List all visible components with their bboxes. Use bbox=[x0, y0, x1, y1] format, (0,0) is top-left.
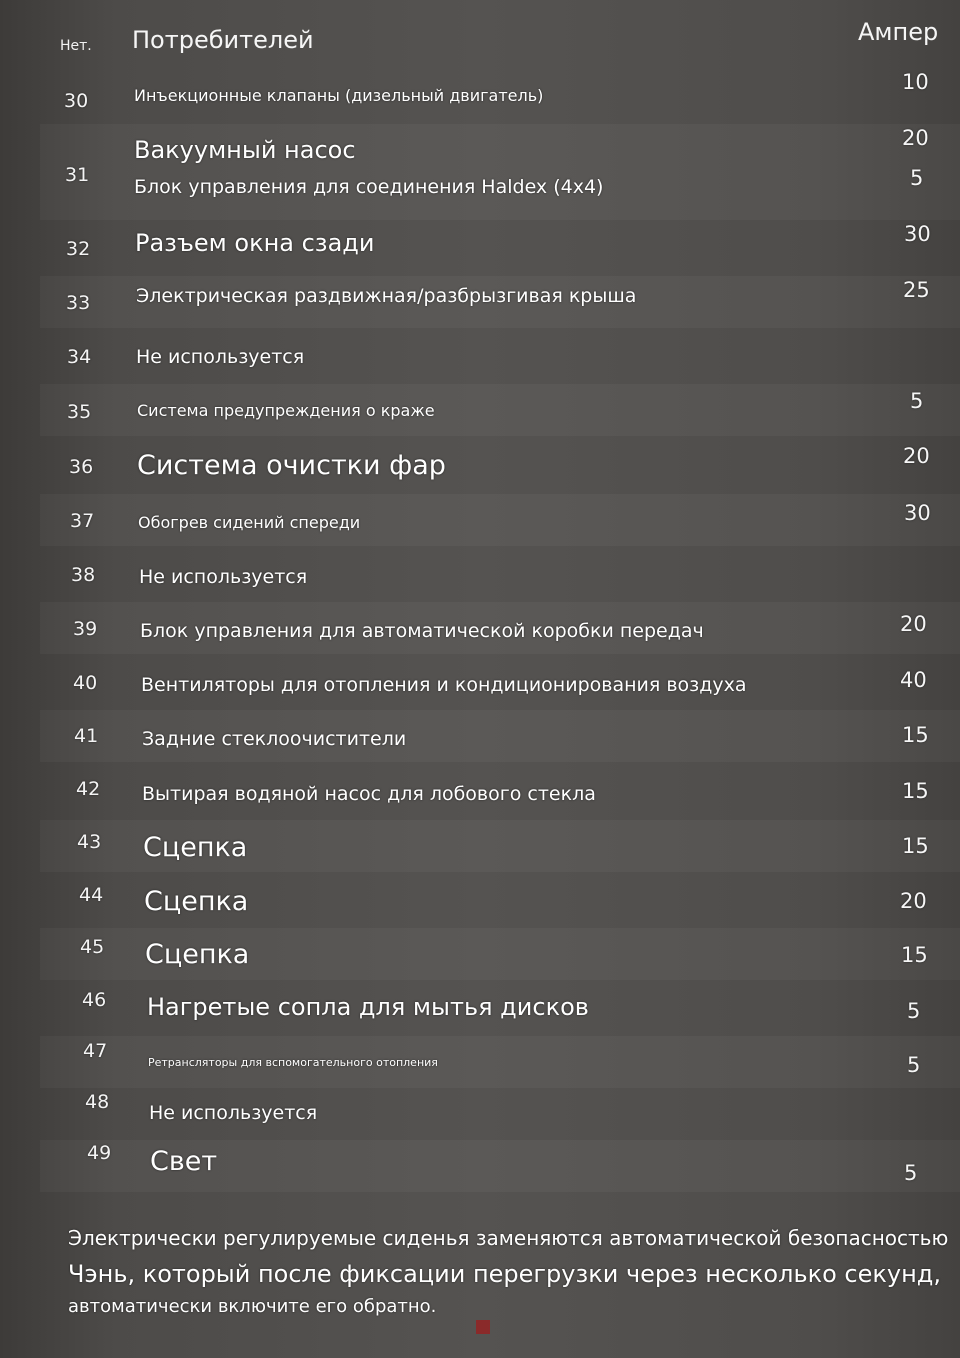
fuse-number: 49 bbox=[87, 1142, 112, 1164]
end-of-section-square-icon bbox=[476, 1320, 490, 1334]
footer-note-line-1: Электрически регулируемые сиденья заменяются автоматической безопасностью bbox=[68, 1226, 949, 1250]
fuse-number: 37 bbox=[70, 510, 95, 532]
amp-value: 40 bbox=[900, 668, 927, 692]
fuse-number: 32 bbox=[66, 238, 91, 260]
fuse-number: 33 bbox=[66, 292, 91, 314]
consumer-label: Вакуумный насос bbox=[134, 136, 356, 164]
amp-value: 10 bbox=[902, 70, 929, 94]
amp-value: 5 bbox=[910, 166, 924, 190]
fuse-number: 40 bbox=[73, 672, 98, 694]
consumer-label: Вентиляторы для отопления и кондиционирования воздуха bbox=[141, 674, 747, 696]
consumer-label: Обогрев сидений спереди bbox=[138, 513, 361, 532]
amp-value: 5 bbox=[910, 389, 924, 413]
fuse-number: 38 bbox=[71, 564, 96, 586]
amp-value: 20 bbox=[900, 612, 927, 636]
consumer-label: Система предупреждения о краже bbox=[137, 401, 435, 420]
amp-value: 20 bbox=[903, 444, 930, 468]
fuse-number: 39 bbox=[73, 618, 98, 640]
footer-note-line-3: автоматически включите его обратно. bbox=[68, 1296, 437, 1317]
consumer-label: Не используется bbox=[139, 566, 308, 588]
fuse-number: 31 bbox=[65, 164, 90, 186]
consumer-label: Система очистки фар bbox=[137, 450, 446, 481]
fuse-number: 30 bbox=[64, 90, 89, 112]
fuse-number: 43 bbox=[77, 831, 102, 853]
consumer-label: Не используется bbox=[149, 1102, 318, 1124]
consumer-label: Электрическая раздвижная/разбрызгивая крыша bbox=[136, 285, 637, 307]
amp-value: 5 bbox=[907, 1053, 921, 1077]
header-number-label: Нет. bbox=[60, 38, 92, 54]
consumer-label: Сцепка bbox=[145, 939, 250, 970]
amp-value: 5 bbox=[904, 1161, 918, 1185]
amp-value: 20 bbox=[902, 126, 929, 150]
consumer-label: Нагретые сопла для мытья дисков bbox=[147, 993, 589, 1021]
fuse-number: 48 bbox=[85, 1091, 110, 1113]
amp-value: 5 bbox=[907, 999, 921, 1023]
fuse-number: 44 bbox=[79, 884, 104, 906]
fuse-number: 34 bbox=[67, 346, 92, 368]
header-consumer-label: Потребителей bbox=[132, 26, 314, 54]
footer-note-line-2: Чэнь, который после фиксации перегрузки через несколько секунд, bbox=[68, 1260, 941, 1288]
consumer-label: Ретрансляторы для вспомогательного отопления bbox=[148, 1056, 438, 1069]
amp-value: 25 bbox=[903, 278, 930, 302]
amp-value: 15 bbox=[902, 834, 929, 858]
fuse-number: 42 bbox=[76, 778, 101, 800]
amp-value: 30 bbox=[904, 222, 931, 246]
consumer-label: Задние стеклоочистители bbox=[142, 728, 407, 750]
consumer-label: Блок управления для соединения Haldex (4x4) bbox=[134, 176, 604, 198]
fuse-number: 47 bbox=[83, 1040, 108, 1062]
consumer-label: Инъекционные клапаны (дизельный двигатель) bbox=[134, 86, 544, 105]
amp-value: 20 bbox=[900, 889, 927, 913]
consumer-label: Сцепка bbox=[144, 886, 249, 917]
consumer-label: Свет bbox=[150, 1146, 218, 1177]
fuse-number: 36 bbox=[69, 456, 94, 478]
amp-value: 15 bbox=[902, 723, 929, 747]
consumer-label: Не используется bbox=[136, 346, 305, 368]
fuse-number: 41 bbox=[74, 725, 99, 747]
consumer-label: Разъем окна сзади bbox=[135, 229, 375, 257]
amp-value: 15 bbox=[901, 943, 928, 967]
header-amp-label: Ампер bbox=[858, 18, 939, 46]
fuse-number: 35 bbox=[67, 401, 92, 423]
consumer-label: Блок управления для автоматической коробки передач bbox=[140, 620, 704, 642]
amp-value: 15 bbox=[902, 779, 929, 803]
consumer-label: Вытирая водяной насос для лобового стекла bbox=[142, 783, 596, 805]
amp-value: 30 bbox=[904, 501, 931, 525]
consumer-label: Сцепка bbox=[143, 832, 248, 863]
fuse-number: 45 bbox=[80, 936, 105, 958]
fuse-number: 46 bbox=[82, 989, 107, 1011]
